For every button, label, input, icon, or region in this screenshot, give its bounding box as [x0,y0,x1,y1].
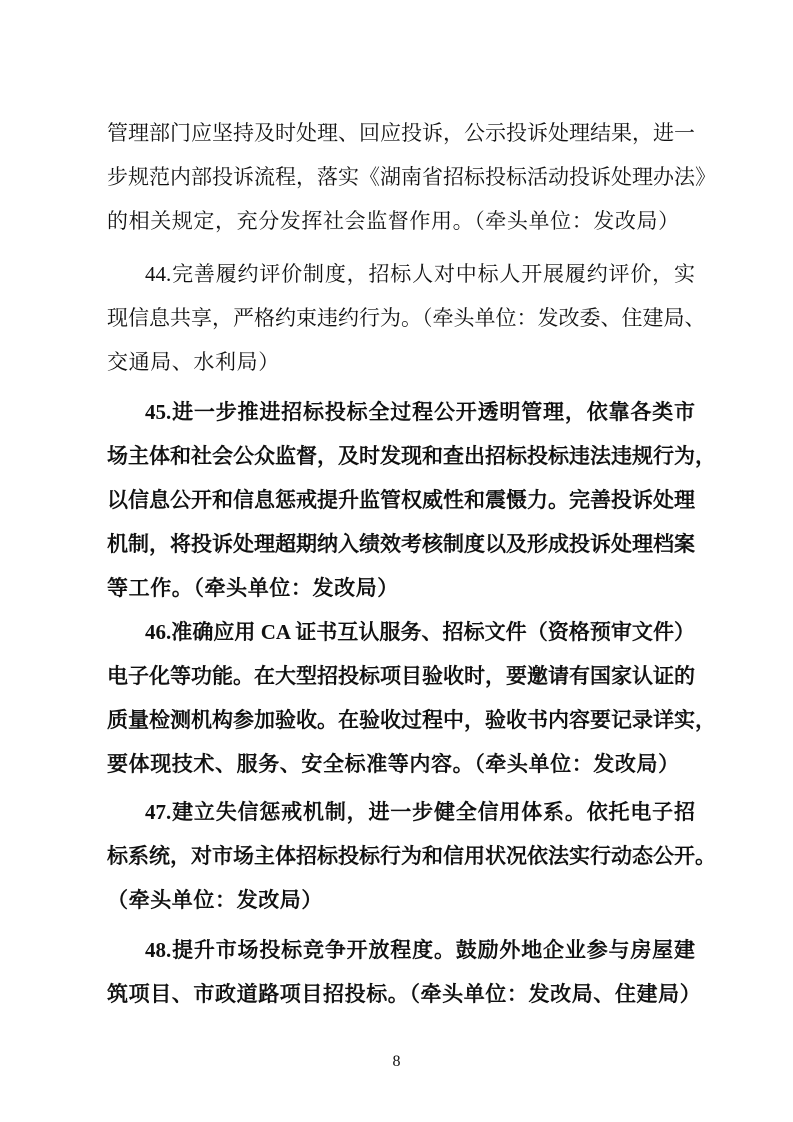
text-line: 的相关规定，充分发挥社会监督作用。（牵头单位：发改局） [107,209,680,233]
text-line: 筑项目、市政道路项目招投标。（牵头单位：发改局、住建局） [107,982,702,1006]
paragraph-item-46 [107,610,716,786]
paragraph-continuation [107,111,716,243]
text-line: （牵头单位：发改局） [107,888,323,912]
text-line: 47.建立失信惩戒机制，进一步健全信用体系。依托电子招 [145,800,695,824]
text-line: 步规范内部投诉流程，落实《湖南省招标投标活动投诉处理办法》 [107,165,716,189]
text-line: 48.提升市场投标竞争开放程度。鼓励外地企业参与房屋建 [145,938,695,962]
text-line: 等工作。（牵头单位：发改局） [107,576,399,600]
text-line: 要体现技术、服务、安全标准等内容。（牵头单位：发改局） [107,752,680,776]
text-line: 电子化等功能。在大型招投标项目验收时，要邀请有国家认证的 [107,664,695,688]
text-line: 管理部门应坚持及时处理、回应投诉，公示投诉处理结果，进一 [107,121,695,145]
text-line: 46.准确应用 CA 证书互认服务、招标文件（资格预审文件） [145,620,695,644]
paragraph-item-47 [107,790,716,922]
paragraph-item-44 [107,252,706,384]
text-line: 机制，将投诉处理超期纳入绩效考核制度以及形成投诉处理档案 [107,532,695,556]
text-line: 44.完善履约评价制度，招标人对中标人开展履约评价，实 [145,262,695,286]
page-number: 8 [392,1053,401,1070]
text-line: 以信息公开和信息惩戒提升监管权威性和震慑力。完善投诉处理 [107,488,695,512]
text-line: 交通局、水利局） [107,350,280,374]
text-line: 45.进一步推进招标投标全过程公开透明管理，依靠各类市 [145,400,695,424]
text-line: 质量检测机构参加验收。在验收过程中，验收书内容要记录详实， [107,708,716,732]
paragraph-item-45 [107,390,716,610]
paragraph-item-48 [107,928,702,1016]
text-line: 场主体和社会公众监督，及时发现和查出招标投标违法违规行为， [107,444,716,468]
text-line: 现信息共享，严格约束违约行为。（牵头单位：发改委、住建局、 [107,306,706,330]
text-line: 标系统，对市场主体招标投标行为和信用状况依法实行动态公开。 [107,844,716,868]
